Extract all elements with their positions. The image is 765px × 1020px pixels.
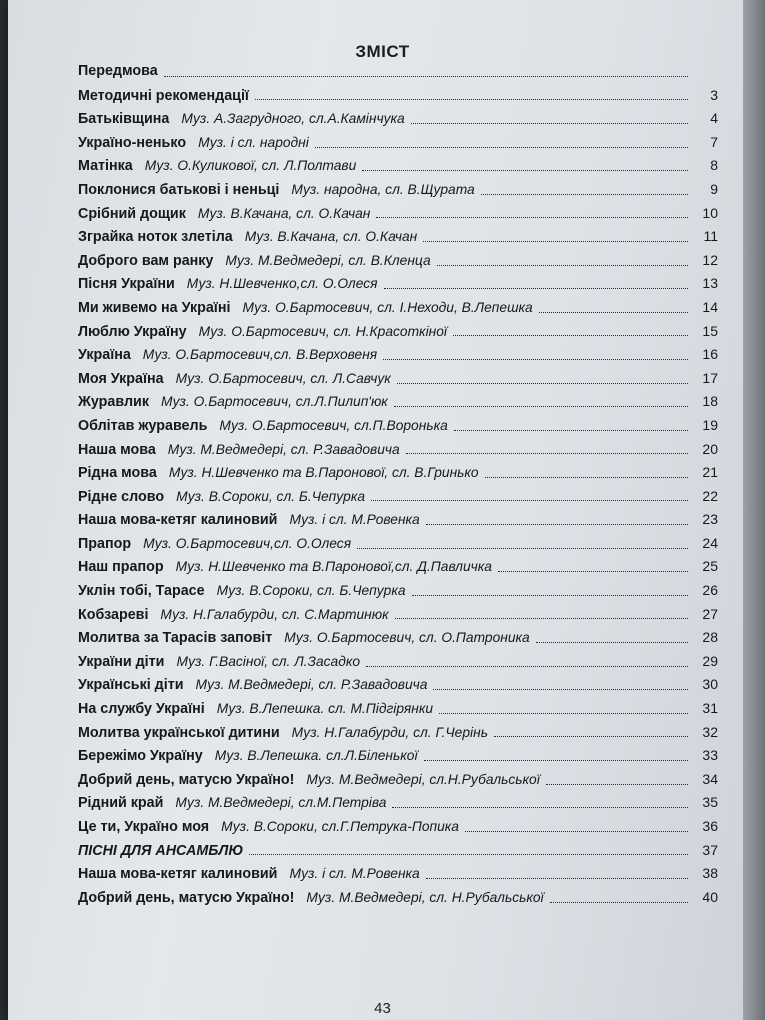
toc-page-number: 34 [702, 770, 718, 787]
toc-leader-dots [383, 350, 688, 360]
toc-entry [78, 438, 718, 462]
toc-song-title: Наша мова-кетяг калиновий [78, 512, 278, 529]
toc-page-number: 17 [702, 369, 718, 386]
toc-song-title: Україно-ненько [78, 134, 187, 151]
toc-song-title: Батьківщина [78, 111, 170, 128]
toc-credit: Муз. М.Ведмедері, сл. Р.Завадовича [195, 677, 428, 693]
toc-credit: Муз. Н.Шевченко та В.Паронової, сл. В.Гринько [168, 465, 479, 481]
toc-entry [78, 744, 718, 768]
toc-page-number: 24 [702, 534, 718, 551]
toc-song-title: Методичні рекомендації [78, 87, 249, 104]
toc-entry [78, 84, 718, 108]
toc-credit: Муз. О.Бартосевич, сл. О.Патроника [284, 630, 530, 646]
toc-leader-dots [357, 539, 688, 549]
page-number: 43 [374, 1000, 391, 1017]
toc-song-title: Моя Україна [78, 370, 164, 387]
toc-song-title: Рідне слово [78, 488, 165, 505]
toc-entry [78, 650, 718, 674]
toc-song-title: Добрий день, матусю Україно! [78, 771, 295, 788]
toc-page-number: 13 [702, 275, 718, 292]
toc-leader-dots [454, 421, 688, 431]
toc-entry [78, 225, 718, 249]
toc-entry [78, 296, 718, 320]
toc-page-number: 30 [702, 676, 718, 693]
toc-song-title: ПІСНІ ДЛЯ АНСАМБЛЮ [78, 842, 244, 859]
toc-leader-dots [498, 562, 688, 572]
toc-leader-dots [397, 374, 688, 384]
toc-credit: Муз. М.Ведмедері, сл.М.Петріва [175, 795, 387, 811]
toc-leader-dots [406, 444, 688, 454]
toc-credit: Муз. О.Бартосевич,сл. В.Верховеня [142, 347, 378, 363]
toc-song-title: України діти [78, 653, 165, 670]
toc-entry [78, 390, 718, 414]
toc-song-title: Добрий день, матусю Україно! [78, 889, 295, 906]
toc-leader-dots [481, 185, 688, 195]
toc-page-number: 35 [702, 794, 718, 811]
toc-leader-dots [465, 822, 688, 832]
toc-page-number: 28 [702, 629, 718, 646]
toc-leader-dots [439, 704, 688, 714]
toc-entry [78, 532, 718, 556]
toc-credit: Муз. В.Сороки, сл.Г.Петрука-Попика [221, 819, 459, 834]
toc-credit: Муз. і сл. народні [198, 134, 309, 150]
toc-page-number: 15 [702, 322, 718, 339]
toc-credit: Муз. і сл. М.Ровенка [289, 512, 420, 528]
toc-song-title: Україна [78, 347, 131, 364]
toc-entry [78, 579, 718, 603]
toc-leader-dots [485, 468, 688, 478]
toc-song-title: Рідний край [78, 795, 164, 812]
toc-page-number: 4 [710, 110, 718, 127]
page-edge [743, 0, 765, 1020]
toc-entry [78, 815, 718, 839]
toc-credit: Муз. і сл. М.Ровенка [289, 866, 420, 882]
toc-credit: Муз. О.Бартосевич, сл. Н.Красоткіної [198, 323, 447, 339]
toc-page-number: 21 [702, 464, 718, 481]
toc-song-title: Це ти, Україно моя [78, 819, 210, 835]
toc-leader-dots [423, 232, 688, 242]
toc-page-number: 22 [702, 487, 718, 504]
toc-credit: Муз. О.Бартосевич, сл. Л.Савчук [175, 370, 391, 386]
toc-credit: Муз. О.Бартосевич, сл.П.Воронька [219, 417, 448, 433]
toc-song-title: Наша мова-кетяг калиновий [78, 866, 278, 883]
page-title: ЗМІСТ [355, 42, 410, 61]
toc-leader-dots [411, 114, 688, 124]
toc-credit: Муз. А.Загрудного, сл.А.Камінчука [181, 111, 405, 127]
toc-entry [78, 60, 718, 84]
toc-song-title: Уклін тобі, Тарасе [78, 583, 205, 600]
toc-entry [78, 721, 718, 745]
toc-leader-dots [255, 90, 688, 100]
toc-entry [78, 603, 718, 627]
toc-leader-dots [412, 586, 688, 596]
toc-song-title: Люблю Україну [78, 323, 187, 340]
toc-credit: Муз. В.Лепешка. сл.Л.Біленької [214, 748, 418, 764]
toc-entry [78, 414, 718, 438]
toc-page-number: 31 [702, 700, 718, 717]
toc-leader-dots [384, 279, 688, 289]
toc-credit: Муз. Н.Галабурди, сл. Г.Черінь [291, 724, 488, 740]
toc-credit: Муз. О.Куликової, сл. Л.Полтави [144, 158, 357, 174]
toc-entry [78, 886, 718, 910]
toc-credit: Муз. О.Бартосевич,сл. О.Олеся [143, 535, 352, 551]
toc-credit: Муз. народна, сл. В.Щурата [291, 181, 475, 197]
toc-leader-dots [366, 657, 688, 667]
toc-leader-dots [453, 326, 688, 336]
toc-leader-dots [392, 798, 688, 808]
toc-page-number: 32 [702, 723, 718, 740]
toc-song-title: Молитва за Тарасів заповіт [78, 630, 273, 647]
toc-credit: Муз. М.Ведмедері, сл. В.Кленца [225, 252, 431, 268]
toc-entry [78, 555, 718, 579]
toc-credit: Муз. В.Качана, сл. О.Качан [197, 205, 371, 221]
toc-credit: Муз. М.Ведмедері, сл.Н.Рубальської [306, 771, 540, 787]
toc-leader-dots [426, 515, 688, 525]
toc-leader-dots [395, 609, 688, 619]
toc-song-title: Пісня України [78, 276, 175, 293]
toc-song-title: Кобзареві [78, 606, 149, 623]
toc-credit: Муз. В.Сороки, сл. Б.Чепурка [216, 583, 406, 599]
toc-leader-dots [494, 727, 688, 737]
toc-page-number: 20 [702, 440, 718, 457]
toc-song-title: Поклонися батькові і неньці [78, 181, 280, 198]
toc-page-number: 3 [710, 86, 718, 103]
toc-entry [78, 485, 718, 509]
toc-leader-dots [550, 893, 688, 903]
toc-song-title: Журавлик [78, 394, 149, 411]
toc-song-title: Українські діти [78, 677, 184, 694]
toc-page-number: 19 [702, 416, 718, 433]
toc-page-number: 25 [702, 558, 718, 575]
toc-page-number: 18 [702, 393, 718, 410]
toc-entry [78, 272, 718, 296]
toc-song-title: Передмова [78, 63, 158, 79]
toc-page-number: 40 [702, 888, 718, 905]
toc-page-number: 37 [702, 841, 718, 858]
toc-page-number: 12 [702, 251, 718, 268]
toc-credit: Муз. В.Качана, сл. О.Качан [244, 229, 418, 245]
toc-leader-dots [394, 397, 688, 407]
toc-leader-dots [536, 633, 688, 643]
toc-song-title: Наша мова [78, 441, 156, 458]
toc-credit: Муз. Н.Шевченко,сл. О.Олеся [186, 276, 378, 292]
toc-leader-dots [433, 680, 688, 690]
toc-song-title: На службу Україні [78, 701, 205, 718]
toc-page-number: 10 [702, 204, 718, 221]
toc-entry [78, 343, 718, 367]
toc-entry [78, 508, 718, 532]
toc-leader-dots [424, 751, 688, 761]
toc-leader-dots [164, 67, 688, 77]
toc-song-title: Наш прапор [78, 559, 164, 576]
toc-entry [78, 320, 718, 344]
toc-leader-dots [546, 775, 688, 785]
toc-entry [78, 768, 718, 792]
toc-song-title: Рідна мова [78, 465, 157, 482]
toc-page-number: 38 [702, 865, 718, 882]
toc-leader-dots [437, 256, 688, 266]
toc-credit: Муз. В.Лепешка. сл. М.Підгірянки [216, 701, 434, 717]
toc-entry [78, 249, 718, 273]
toc-song-title: Зграйка ноток злетіла [78, 229, 233, 246]
toc-page-number: 36 [702, 818, 718, 834]
toc-leader-dots [249, 845, 688, 855]
toc-page-number: 11 [703, 228, 718, 245]
toc-entry [78, 862, 718, 886]
toc-leader-dots [426, 869, 688, 879]
toc-song-title: Прапор [78, 535, 132, 552]
toc-credit: Муз. М.Ведмедері, сл. Р.Завадовича [167, 441, 400, 457]
toc-entry [78, 461, 718, 485]
toc-page-number: 23 [702, 511, 718, 528]
toc-page-number: 7 [710, 133, 718, 150]
toc-page-number: 33 [702, 747, 718, 764]
toc-song-title: Доброго вам ранку [78, 252, 214, 269]
toc-entry [78, 367, 718, 391]
toc-credit: Муз. О.Бартосевич, сл.Л.Пилип'юк [161, 394, 388, 410]
toc-song-title: Срібний дощик [78, 205, 186, 222]
toc-credit: Муз. М.Ведмедері, сл. Н.Рубальської [306, 889, 544, 905]
toc-entry [78, 202, 718, 226]
toc-credit: Муз. Н.Шевченко та В.Паронової,сл. Д.Павличка [175, 559, 492, 575]
toc-page-number: 16 [702, 346, 718, 363]
toc-entry [78, 154, 718, 178]
toc-song-title: Облітав журавель [78, 417, 208, 434]
toc-entry [78, 131, 718, 155]
toc-song-title: Бережімо Україну [78, 748, 203, 765]
toc-entry [78, 673, 718, 697]
toc-entry [78, 791, 718, 815]
toc-leader-dots [539, 303, 688, 313]
toc-page-number: 29 [702, 652, 718, 669]
toc-leader-dots [376, 208, 688, 218]
toc-entry [78, 107, 718, 131]
toc-song-title: Матінка [78, 158, 133, 175]
toc-song-title: Молитва української дитини [78, 724, 280, 741]
table-of-contents [78, 60, 718, 909]
toc-song-title: Ми живемо на Україні [78, 299, 231, 316]
toc-credit: Муз. О.Бартосевич, сл. І.Неходи, В.Лепешка [242, 299, 533, 315]
toc-entry [78, 178, 718, 202]
toc-credit: Муз. Н.Галабурди, сл. С.Мартинюк [160, 606, 389, 622]
toc-page-number: 14 [702, 298, 718, 315]
toc-credit: Муз. Г.Васіної, сл. Л.Засадко [176, 653, 361, 669]
toc-page-number: 26 [702, 582, 718, 599]
toc-page-number: 9 [710, 180, 718, 197]
toc-entry [78, 626, 718, 650]
toc-leader-dots [362, 161, 688, 171]
toc-page-number: 27 [702, 605, 718, 622]
toc-entry [78, 839, 718, 863]
toc-entry [78, 697, 718, 721]
toc-leader-dots [371, 491, 688, 501]
toc-credit: Муз. В.Сороки, сл. Б.Чепурка [176, 488, 366, 504]
toc-leader-dots [315, 138, 688, 148]
toc-page-number: 8 [710, 157, 718, 174]
